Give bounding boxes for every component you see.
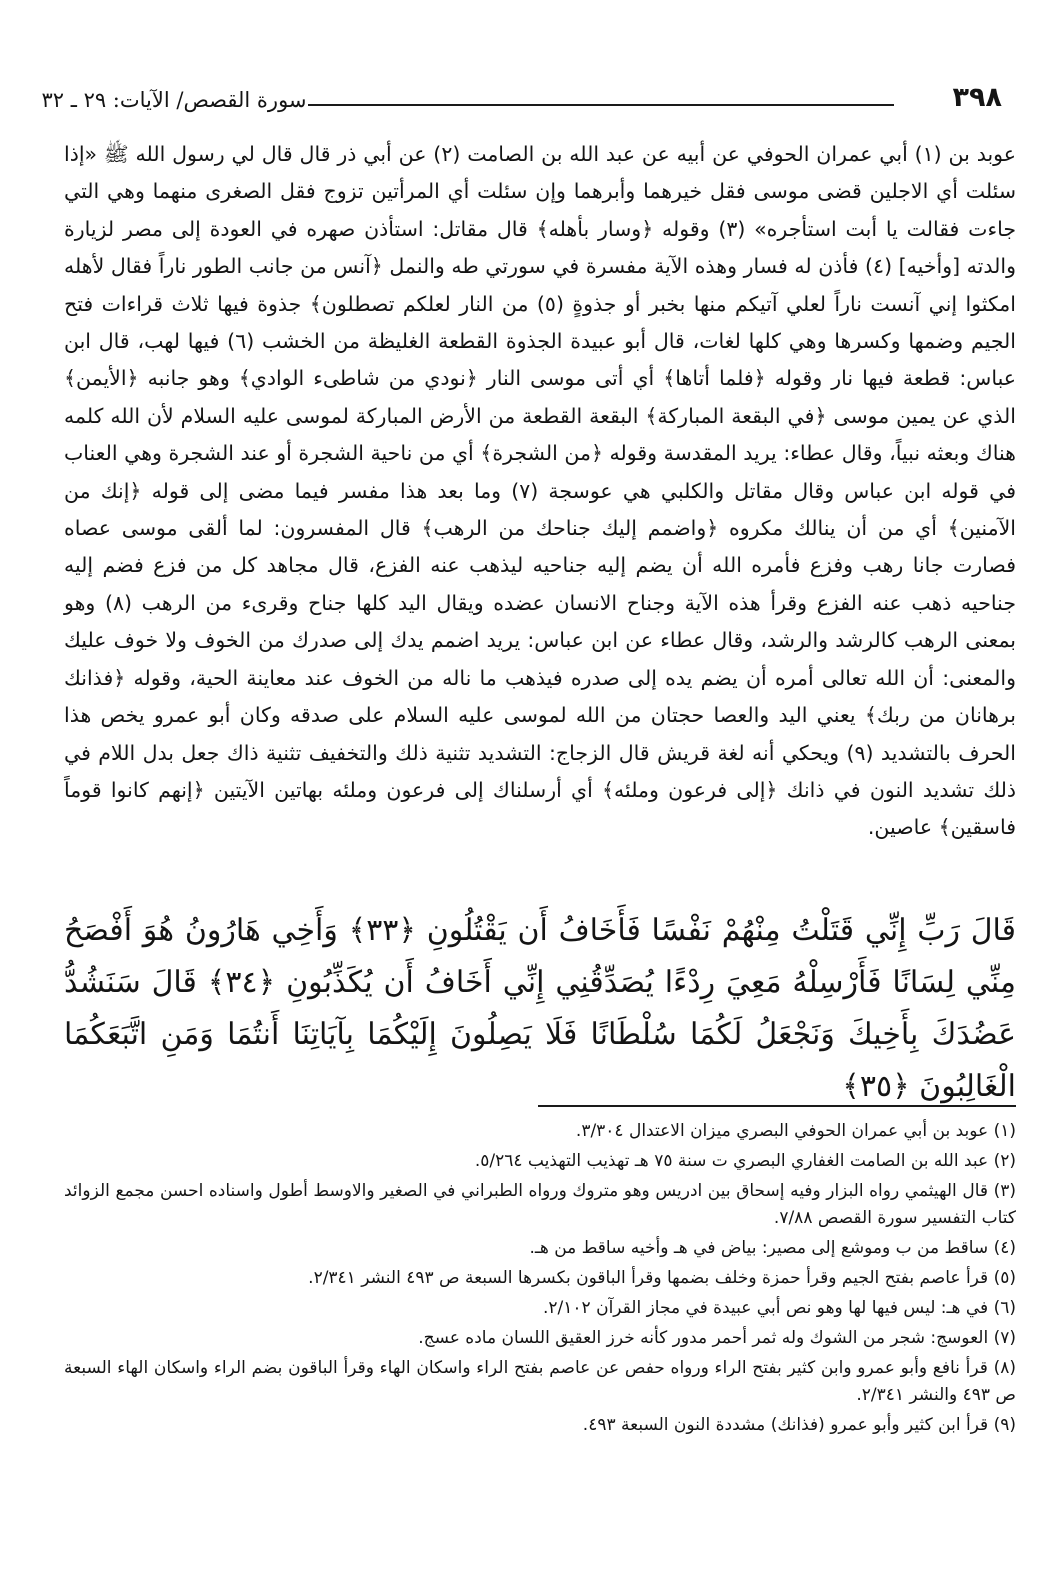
footnote: (٦) في هـ: ليس فيها لها وهو نص أبي عبيدة في مجاز القرآن ٢/١٠٢. <box>543 1298 1016 1318</box>
page-header <box>40 82 1012 118</box>
footnote: (٥) قرأ عاصم بفتح الجيم وقرأ حمزة وخلف بضمها وقرأ الباقون بكسرها السبعة ص ٤٩٣ النشر ٢/٣٤١. <box>308 1268 1016 1288</box>
footnote: (٧) العوسج: شجر من الشوك وله ثمر أحمر مدور كأنه خرز العقيق اللسان ماده عسج. <box>418 1328 1016 1348</box>
footnote-rule <box>538 1105 1016 1107</box>
footnote: (١) عوبد بن أبي عمران الحوفي البصري ميزان الاعتدال ٣/٣٠٤. <box>575 1121 1016 1141</box>
footnote: (٤) ساقط من ب وموشع إلى مصير: بياض في هـ وأخيه ساقط من هـ. <box>529 1238 1016 1258</box>
header-rule <box>308 104 894 106</box>
quran-verse: قَالَ رَبِّ إِنِّي قَتَلْتُ مِنْهُمْ نَفْسًا فَأَخَافُ أَن يَقْتُلُونِ ﴿٣٣﴾ وَأَخِي هَارُونُ هُوَ أَفْصَحُ مِنِّي لِسَانًا فَأَرْسِلْهُ مَعِيَ رِدْءًا يُصَدِّقُنِي إِنِّي أَخَافُ أَن يُكَذِّبُونِ ﴿٣٤﴾ قَالَ سَنَشُدُّ عَضُدَكَ بِأَخِيكَ وَنَجْعَلُ لَكُمَا سُلْطَانًا فَلَا يَصِلُونَ إِلَيْكُمَا بِآيَاتِنَا أَنتُمَا وَمَنِ اتَّبَعَكُمَا الْغَالِبُونَ ﴿٣٥﴾ <box>64 913 1016 1104</box>
footnotes <box>64 1118 1016 1442</box>
page-number: ٣٩٨ <box>952 82 1002 113</box>
commentary-text: عوبد بن (١) أبي عمران الحوفي عن أبيه عن عبد الله بن الصامت (٢) عن أبي ذر قال قال لي رسول الله ﷺ «إذا سئلت أي الاجلين قضى موسى فقل خيرهما وأبرهما وإن سئلت أي المرأتين تزوج فقل الصغرى منهما وهي التي جاءت فقالت يا أبت استأجره» (٣) وقوله ﴿وسار بأهله﴾ قال مقاتل: استأذن صهره في العودة إلى مصر لزيارة والدته [وأخيه] (٤) فأذن له فسار وهذه الآية مفسرة في سورتي طه والنمل ﴿آنس من جانب الطور ناراً فقال لأهله امكثوا إني آنست ناراً لعلي آتيكم منها بخبر أو جذوةٍ (٥) من النار لعلكم تصطلون﴾ جذوة فيها ثلاث قراءات فتح الجيم وضمها وكسرها وهي كلها لغات، قال أبو عبيدة الجذوة القطعة الغليظة من الخشب (٦) فيها لهب، قال ابن عباس: قطعة فيها نار وقوله ﴿فلما أتاها﴾ أي أتى موسى النار ﴿نودي من شاطىء الوادي﴾ وهو جانبه ﴿الأيمن﴾ الذي عن يمين موسى ﴿في البقعة المباركة﴾ البقعة القطعة من الأرض المباركة لموسى عليه السلام لأن الله كلمه هناك وبعثه نبياً، وقال عطاء: يريد المقدسة وقوله ﴿من الشجرة﴾ أي من ناحية الشجرة أو عند الشجرة وهي العناب في قوله ابن عباس وقال مقاتل والكلبي هي عوسجة (٧) وما بعد هذا مفسر فيما مضى إلى قوله ﴿إنك من الآمنين﴾ أي من أن ينالك مكروه ﴿واضمم إليك جناحك من الرهب﴾ قال المفسرون: لما ألقى موسى عصاه فصارت جانا رهب وفزع فأمره الله أن يضم إليه جناحيه ليذهب عنه الفزع، قال مجاهد كل من فزع فضم إليه جناحيه ذهب عنه الفزع وقرأ هذه الآية وجناح الانسان عضده ويقال اليد كلها جناح وقرىء من الرهب (٨) وهو بمعنى الرهب كالرشد والرشد، وقال عطاء عن ابن عباس: يريد اضمم يدك إلى صدرك من الخوف ولا خوف عليك والمعنى: أن الله تعالى أمره أن يضم يده إلى صدره فيذهب ما ناله من الخوف عند معاينة الحية، وقوله ﴿فذانك برهانان من ربك﴾ يعني اليد والعصا حجتان من الله لموسى عليه السلام على صدقه وكان أبو عمرو يخص هذا الحرف بالتشديد (٩) ويحكي أنه لغة قريش قال الزجاج: التشديد تثنية ذلك والتخفيف تثنية ذاك جعل بدل اللام في ذلك تشديد النون في ذانك ﴿إلى فرعون وملئه﴾ أي أرسلناك إلى فرعون وملئه بهاتين الآيتين ﴿إنهم كانوا قوماً فاسقين﴾ عاصين. <box>64 142 1017 840</box>
footnote: (٣) قال الهيثمي رواه البزار وفيه إسحاق بين ادريس وهو متروك ورواه الطبراني في الصغير والاوسط أطول واسناده احسن مجمع الزوائد كتاب التفسير سورة القصص ٧/٨٨. <box>64 1181 1016 1228</box>
footnote: (٩) قرأ ابن كثير وأبو عمرو (فذانك) مشددة النون السبعة ٤٩٣. <box>582 1415 1016 1435</box>
footnote: (٢) عبد الله بن الصامت الغفاري البصري ت سنة ٧٥ هـ تهذيب التهذيب ٥/٢٦٤. <box>474 1151 1016 1171</box>
footnote: (٨) قرأ نافع وأبو عمرو وابن كثير بفتح الراء ورواه حفص عن عاصم بفتح الراء واسكان الهاء وقرأ الباقون بضم الراء واسكان الهاء السبعة ص ٤٩٣ والنشر ٢/٣٤١. <box>64 1358 1016 1405</box>
running-title: سورة القصص/ الآيات: ٢٩ ـ ٣٢ <box>41 88 307 112</box>
